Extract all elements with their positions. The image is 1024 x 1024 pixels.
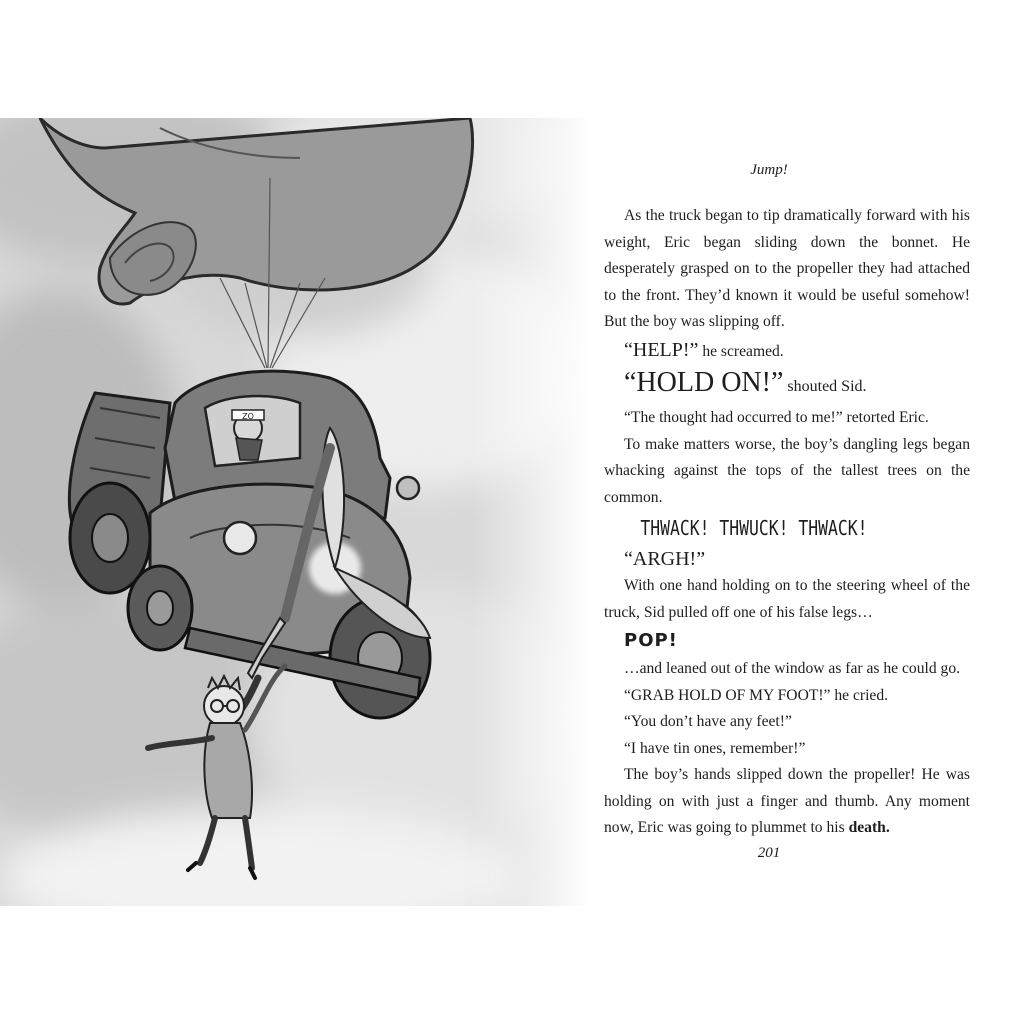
running-head: Jump!: [750, 162, 788, 178]
help-quote: “HELP!”: [624, 338, 699, 361]
paragraph-argh: “ARGH!”: [624, 548, 706, 570]
sfx-thwack: THWACK! THWUCK! THWACK!: [640, 516, 868, 540]
hold-on-tail: shouted Sid.: [783, 378, 867, 395]
paragraph-feet: “You don’t have any feet!”: [624, 713, 792, 730]
sfx-thwack-line: [604, 511, 970, 545]
paragraph-worse: To make matters worse, the boy’s dangling legs began whacking against the tops of the tallest trees on the common.: [604, 435, 970, 506]
paragraph-thought: “The thought had occurred to me!” retorted Eric.: [624, 409, 929, 426]
sfx-pop: POP!: [624, 630, 678, 651]
paragraph-tin: “I have tin ones, remember!”: [624, 739, 806, 757]
page-number: 201: [757, 845, 781, 861]
illustration-page: [0, 118, 590, 906]
paragraph-last: [604, 762, 970, 842]
grab-tail: he cried.: [830, 686, 889, 704]
book-spread: [0, 118, 1024, 906]
flying-truck-illustration: [0, 118, 590, 906]
last-bold: death.: [848, 819, 890, 836]
paragraph-1: As the truck began to tip dramatically forward with his weight, Eric began sliding down the bonnet. He desperately grasped on to the propeller they had attached to the front. They’d known it would be useful somehow! But the boy was slipping off.: [604, 207, 970, 330]
paragraph-leaned: …and leaned out of the window as far as he could go.: [624, 660, 961, 677]
paragraph-hand: With one hand holding on to the steering wheel of the truck, Sid pulled off one of his false legs…: [604, 577, 970, 621]
paragraph-grab: [604, 683, 970, 710]
grab-quote: “GRAB HOLD OF MY FOOT!”: [624, 686, 831, 704]
body-text: [604, 203, 970, 842]
svg-text:ZO: ZO: [242, 412, 254, 421]
last-text: The boy’s hands slipped down the propeller! He was holding on with just a finger and thumb. Any moment now, Eric was going to plummet to his: [604, 766, 970, 836]
text-page: [584, 118, 1024, 906]
paragraph-help: [604, 336, 970, 366]
hold-on-quote: “HOLD ON!”: [624, 367, 784, 398]
help-tail: he screamed.: [698, 342, 784, 360]
paragraph-hold-on: [604, 367, 970, 403]
